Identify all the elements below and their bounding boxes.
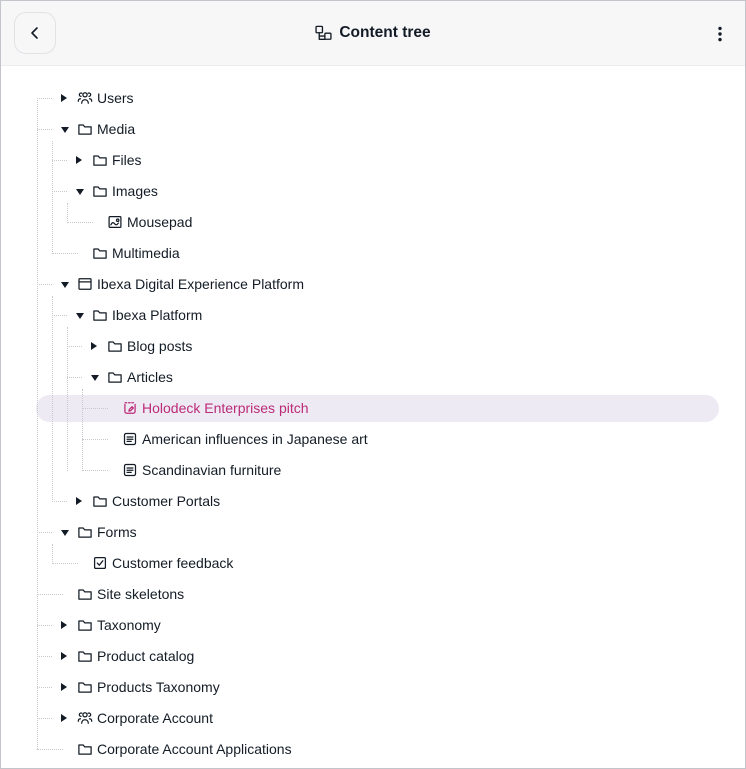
tree-item-label: Articles <box>127 369 173 385</box>
tree-item <box>1 300 745 331</box>
tree-item-label: Blog posts <box>127 338 193 354</box>
tree-item-label: Product catalog <box>97 648 195 664</box>
selected-row-highlight <box>36 395 719 422</box>
tree-item-label: Mousepad <box>127 214 193 230</box>
chevron-left-icon <box>26 24 44 42</box>
tree-item-label: Multimedia <box>112 245 180 261</box>
content-tree-header <box>1 1 745 66</box>
kebab-menu-icon <box>712 25 728 43</box>
form-icon <box>92 555 108 571</box>
back-button[interactable] <box>14 12 56 54</box>
folder-icon <box>77 648 93 664</box>
folder-icon <box>77 524 93 540</box>
tree-item <box>1 703 745 734</box>
collapse-arrow-icon[interactable] <box>76 189 84 195</box>
tree-item <box>1 114 745 145</box>
folder-icon <box>92 307 108 323</box>
expand-arrow-icon[interactable] <box>61 714 67 722</box>
expand-arrow-icon[interactable] <box>76 497 82 505</box>
tree-item <box>1 331 745 362</box>
site-icon <box>77 276 93 292</box>
article-icon <box>122 462 138 478</box>
expand-arrow-icon[interactable] <box>61 621 67 629</box>
tree-item <box>1 393 745 424</box>
tree-item-label: Customer feedback <box>112 555 234 571</box>
tree-item-label: Files <box>112 152 142 168</box>
tree-item <box>1 424 745 455</box>
users-icon <box>77 90 93 106</box>
tree-item-label: Corporate Account Applications <box>97 741 292 757</box>
article-edit-icon <box>122 400 138 416</box>
tree-item <box>1 486 745 517</box>
tree-item-label: Products Taxonomy <box>97 679 220 695</box>
tree-item <box>1 610 745 641</box>
tree-item <box>1 734 745 765</box>
folder-icon <box>77 617 93 633</box>
tree-item <box>1 269 745 300</box>
collapse-arrow-icon[interactable] <box>76 313 84 319</box>
tree-item <box>1 83 745 114</box>
folder-icon <box>107 338 123 354</box>
content-tree-icon <box>315 25 332 42</box>
tree-item-label: Users <box>97 90 134 106</box>
collapse-arrow-icon[interactable] <box>61 282 69 288</box>
expand-arrow-icon[interactable] <box>61 652 67 660</box>
tree-item <box>1 455 745 486</box>
tree-item-label: Site skeletons <box>97 586 185 602</box>
tree-item <box>1 641 745 672</box>
tree-item-label: Ibexa Platform <box>112 307 203 323</box>
content-tree <box>1 66 745 768</box>
folder-icon <box>92 245 108 261</box>
users-icon <box>77 710 93 726</box>
tree-item-label: Holodeck Enterprises pitch <box>142 400 309 416</box>
tree-item-label: Corporate Account <box>97 710 213 726</box>
tree-item-label: Customer Portals <box>112 493 221 509</box>
tree-item <box>1 672 745 703</box>
article-icon <box>122 431 138 447</box>
folder-icon <box>92 152 108 168</box>
tree-item <box>1 517 745 548</box>
header-title-group <box>1 1 745 65</box>
expand-arrow-icon[interactable] <box>76 156 82 164</box>
tree-item <box>1 238 745 269</box>
folder-icon <box>92 183 108 199</box>
folder-icon <box>107 369 123 385</box>
tree-item-label: Taxonomy <box>97 617 161 633</box>
collapse-arrow-icon[interactable] <box>91 375 99 381</box>
folder-icon <box>92 493 108 509</box>
tree-item <box>1 176 745 207</box>
expand-arrow-icon[interactable] <box>91 342 97 350</box>
folder-icon <box>77 679 93 695</box>
folder-icon <box>77 586 93 602</box>
expand-arrow-icon[interactable] <box>61 94 67 102</box>
options-menu-button[interactable] <box>707 21 733 47</box>
tree-item <box>1 548 745 579</box>
page-title: Content tree <box>339 24 431 41</box>
tree-item-label: American influences in Japanese art <box>142 431 368 447</box>
collapse-arrow-icon[interactable] <box>61 127 69 133</box>
tree-item <box>1 362 745 393</box>
expand-arrow-icon[interactable] <box>61 683 67 691</box>
tree-item-label: Images <box>112 183 158 199</box>
tree-item <box>1 579 745 610</box>
tree-item-label: Media <box>97 121 136 137</box>
tree-item <box>1 145 745 176</box>
tree-item-label: Ibexa Digital Experience Platform <box>97 276 304 292</box>
collapse-arrow-icon[interactable] <box>61 530 69 536</box>
image-icon <box>107 214 123 230</box>
folder-icon <box>77 121 93 137</box>
tree-item-label: Forms <box>97 524 137 540</box>
folder-icon <box>77 741 93 757</box>
tree-item <box>1 207 745 238</box>
tree-item-label: Scandinavian furniture <box>142 462 282 478</box>
